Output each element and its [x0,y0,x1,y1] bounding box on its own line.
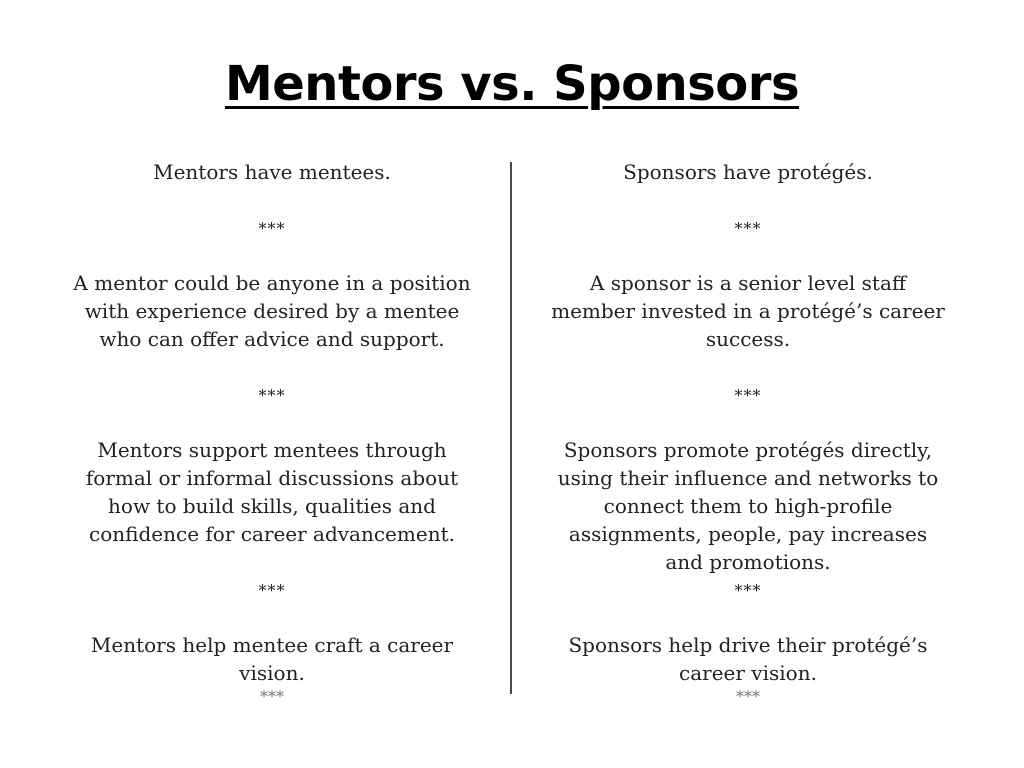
sponsors-point-2: Sponsors promote protégés directly, using their influence and networks to connect them to high-profile assignments, people, pay increases and promotions. [557,438,939,574]
slide-title-text: Mentors vs. Sponsors [224,56,800,112]
sponsors-separator-1: *** [734,219,762,238]
mentors-point-2: Mentors support mentees through formal or informal discussions about how to build skills, qualities and confidence for career advancement. [85,438,459,546]
mentors-cut-separator: *** [260,687,284,706]
mentors-point-3: Mentors help mentee craft a career vision. [90,633,454,685]
mentors-separator-2: *** [258,386,286,405]
mentors-separator-3: *** [258,581,286,600]
sponsors-separator-3: *** [734,581,762,600]
slide-title [0,52,1024,116]
sponsors-point-1: A sponsor is a senior level staff member invested in a protégé’s career success. [551,271,945,351]
sponsors-separator-2: *** [734,386,762,405]
sponsors-heading: Sponsors have protégés. [623,160,873,184]
sponsors-point-3: Sponsors help drive their protégé’s career vision. [568,633,928,685]
sponsors-cut-separator: *** [736,687,760,706]
mentors-point-1: A mentor could be anyone in a position with experience desired by a mentee who can offer advice and support. [73,271,471,351]
mentors-heading: Mentors have mentees. [153,160,391,184]
column-divider [510,162,512,694]
mentors-separator-1: *** [258,219,286,238]
